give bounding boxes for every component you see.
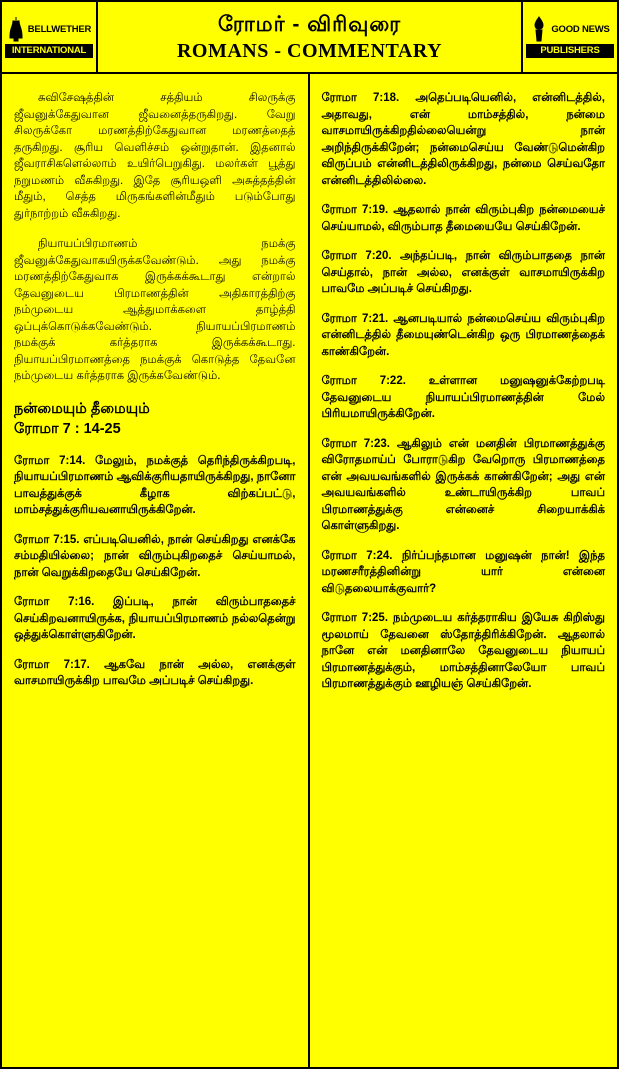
verse: ரோமா 7:20. அந்தப்படி, நான் விரும்பாததை நான் செய்தால், நான் அல்ல, எனக்குள் வாசமாயிருக்கிற பாவமே அப்படிச் செய்கிறது. bbox=[321, 250, 605, 295]
verse: ரோமா 7:21. ஆனபடியால் நன்மைசெய்ய விரும்புகிற என்னிடத்தில் தீமையுண்டென்கிற ஒரு பிரமாணத்தைக் காண்கிறேன். bbox=[321, 312, 605, 358]
left-column bbox=[2, 74, 310, 1067]
section-heading-title: நன்மையும் தீமையும் bbox=[14, 400, 150, 417]
verse: ரோமா 7:16. இப்படி, நான் விரும்பாததைச் செய்கிறவனாயிருக்க, நியாயப்பிரமாணம் நல்லதென்று ஒத்துக்கொள்ளுகிறேன். bbox=[14, 596, 296, 641]
bellwether-logo-name bbox=[28, 24, 91, 35]
bellwether-logo bbox=[2, 2, 98, 72]
section-heading bbox=[14, 399, 296, 439]
good-news-logo-name bbox=[551, 24, 609, 35]
title-english: ROMANS - COMMENTARY bbox=[176, 39, 443, 62]
bellwether-logo-row bbox=[5, 16, 93, 42]
verse: ரோமா 7:25. நம்முடைய கர்த்தராகிய இயேசு கிறிஸ்து மூலமாய் தேவனை ஸ்தோத்திரிக்கிறேன். ஆதலால் நானே என் மனதினாலே தேவனுடைய நியாயப் பிரமாணத்துக்கும், மாம்சத்தினாலேயோ பாவப் பிரமாணத்துக்கும் ஊழியஞ் செய்கிறேன். bbox=[321, 612, 605, 690]
paragraph: நியாயப்பிரமாணம் நமக்கு ஜீவனுக்கேதுவாகயிருக்கவேண்டும். அது நமக்கு மரணத்திற்கேதுவாக இருக்கக்கூடாது என்றால் தேவனுடைய பிரமாணத்தின் அதிகாரத்திற்கு நம்முடைய ஆத்துமாக்களை தாழ்த்தி ஒப்புக்கொடுக்கவேண்டும். நியாயப்பிரமாணம் நமக்குக் கர்த்தராக இருக்கக்கூடாது. நியாயப்பிரமாணத்தை நமக்குக் கொடுத்த தேவனே நம்முடைய கர்த்தராக இருக்கவேண்டும். bbox=[14, 238, 296, 382]
good-news-line2: PUBLISHERS bbox=[526, 44, 614, 58]
good-news-logo-row bbox=[526, 16, 614, 42]
bellwether-line1: BELLWETHER bbox=[27, 23, 92, 35]
page-header bbox=[2, 2, 617, 74]
verse: ரோமா 7:14. மேலும், நமக்குத் தெரிந்திருக்கிறபடி, நியாயப்பிரமாணம் ஆவிக்குரியதாயிருக்கிறது, நானோ பாவத்துக்குக் கீழாக விற்கப்பட்டு, மாம்சத்துக்குரியவனாயிருக்கிறேன். bbox=[14, 454, 296, 516]
right-column bbox=[310, 74, 618, 1067]
verse: ரோமா 7:22. உள்ளான மனுஷனுக்கேற்றபடி தேவனுடைய நியாயப்பிரமாணத்தின் மேல் பிரியமாயிருக்கிறேன். bbox=[321, 375, 605, 420]
good-news-line1: GOOD NEWS bbox=[551, 23, 610, 35]
verse: ரோமா 7:17. ஆகவே நான் அல்ல, எனக்குள் வாசமாயிருக்கிற பாவமே அப்படிச் செய்கிறது. bbox=[14, 658, 296, 687]
verse: ரோமா 7:23. ஆகிலும் என் மனதின் பிரமாணத்துக்கு விரோதமாய்ப் போராடுகிற வேறொரு பிரமாணத்தை என் அவயவங்களில் இருக்கக் காண்கிறேன்; அது என் அவயவங்களில் உண்டாயிருக்கிற பாவப் பிரமாணத்துக்கு என்னைச் சிறையாக்கிக் கொள்ளுகிறது. bbox=[321, 437, 605, 532]
verse: ரோமா 7:19. ஆதலால் நான் விரும்புகிற நன்மையைச் செய்யாமல், விரும்பாத தீமையையே செய்கிறேன். bbox=[321, 204, 605, 233]
section-heading-reference: ரோமா 7 : 14-25 bbox=[14, 420, 121, 437]
bell-icon bbox=[7, 16, 25, 42]
good-news-logo bbox=[521, 2, 617, 72]
verse: ரோமா 7:24. நிர்ப்பந்தமான மனுஷன் நான்! இந்த மரணசரீரத்தினின்று யார் என்னை விடுதலையாக்குவார்? bbox=[321, 549, 605, 595]
page-title bbox=[98, 2, 521, 72]
title-tamil: ரோமர் - விரிவுரை bbox=[217, 12, 402, 36]
page-columns bbox=[2, 74, 617, 1067]
verse: ரோமா 7:18. அதெப்படியெனில், என்னிடத்தில், அதாவது, என் மாம்சத்தில், நன்மை வாசமாயிருக்கிறதில்லையென்று நான் அறிந்திருக்கிறேன்; நன்மைசெய்ய வேண்டுமென்கிற விருப்பம் என்னிடத்திலிருக்கிறது, நன்மை செய்வதோ என்னிடத்திலில்லை. bbox=[321, 92, 605, 187]
bellwether-line2: INTERNATIONAL bbox=[5, 44, 93, 58]
torch-icon bbox=[530, 16, 548, 42]
paragraph: சுவிசேஷத்தின் சத்தியம் சிலருக்கு ஜீவனுக்கேதுவான ஜீவனைத்தருகிறது. வேறு சிலருக்கோ மரணத்திற்கேதுவான மரணத்தைத் தருகிறது. சூரிய வெளிச்சம் ஒன்றுதான். இதனால் ஜீவராசிகளெல்லாம் உயிர்பெறுகிது. மலர்கள் பூத்து நறுமணம் வீசுகிறது. இதே சூரியஒளி அசுத்தத்தின் மீதும், செத்த மிருகங்களின்மீதும் படும்போது துர்நாற்றம் வீசுகிறது. bbox=[14, 92, 296, 220]
verse: ரோமா 7:15. எப்படியெனில், நான் செய்கிறது எனக்கே சம்மதியில்லை; நான் விரும்புகிறதைச் செய்யாமல், நான் வெறுக்கிறதையே செய்கிறேன். bbox=[14, 533, 296, 579]
